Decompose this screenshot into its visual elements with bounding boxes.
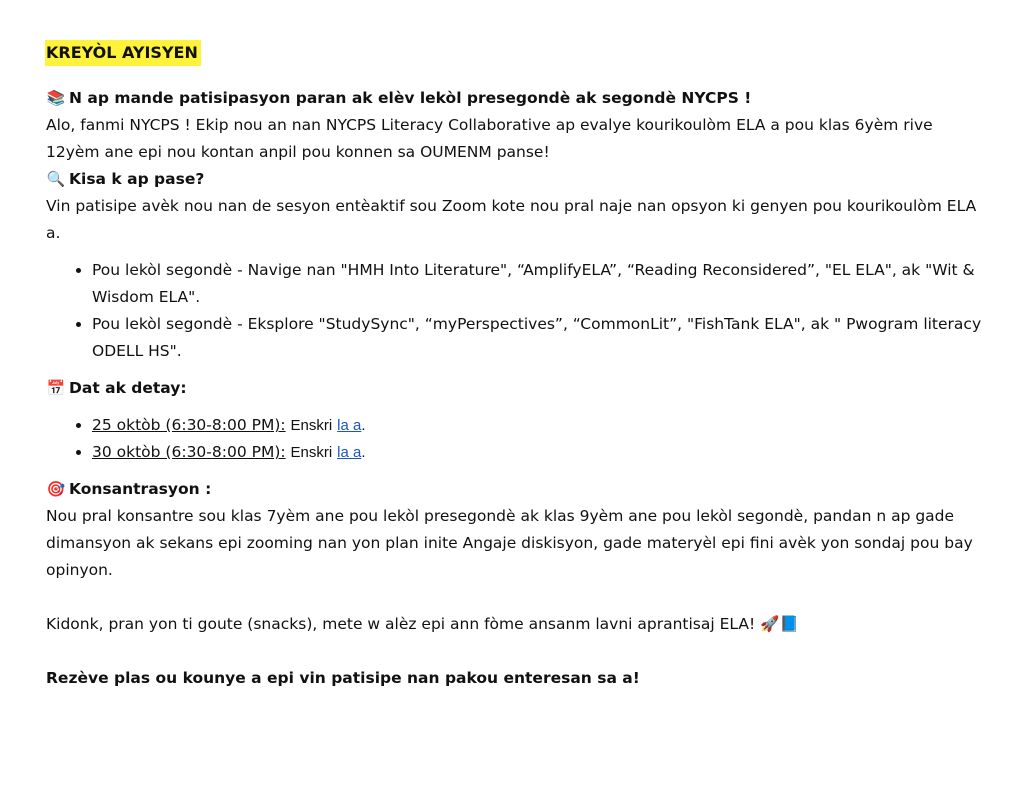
spacer: [46, 638, 986, 665]
document-page: [46, 40, 986, 692]
focus-heading-line: [46, 476, 986, 503]
spacer: [46, 584, 986, 611]
register-text: Enskri: [290, 417, 333, 434]
dates-list: [46, 412, 986, 466]
target-icon: 🎯: [46, 480, 66, 498]
focus-body: Nou pral konsantre sou klas 7yèm ane pou lekòl presegondè ak klas 9yèm ane pou lekòl segondè, pandan n ap gade dimansyon ak sekans epi zooming nan yon plan inite Angaje diskisyon, gade materyèl epi fini avèk yon sondaj pou bay opinyon.: [46, 507, 973, 579]
what-heading: Kisa k ap pase?: [69, 170, 205, 188]
list-item: [92, 412, 986, 439]
curriculum-list: [46, 257, 986, 365]
intro-heading-line: [46, 85, 986, 112]
period: .: [361, 444, 366, 461]
session-date: 25 oktòb (6:30-8:00 PM):: [92, 416, 286, 434]
period: .: [361, 417, 366, 434]
intro-heading: N ap mande patisipasyon paran ak elèv lekòl presegondè ak segondè NYCPS !: [69, 89, 752, 107]
register-text: Enskri: [290, 444, 333, 461]
books-icon: 📚: [46, 89, 66, 107]
list-item: • Pou lekòl segondè - Navige nan "HMH Into Literature", “AmplifyELA”, “Reading Reconsidered”, "EL ELA", ak "Wit & Wisdom ELA".: [92, 257, 986, 311]
magnifier-icon: 🔍: [46, 170, 66, 188]
closing-text: Kidonk, pran yon ti goute (snacks), mete w alèz epi ann fòme ansanm lavni aprantisaj ELA!: [46, 615, 756, 633]
what-heading-line: [46, 166, 986, 193]
dates-heading-line: [46, 375, 986, 402]
register-link[interactable]: la a: [337, 444, 362, 461]
session-date: 30 oktòb (6:30-8:00 PM):: [92, 443, 286, 461]
register-link[interactable]: la a: [337, 417, 362, 434]
list-item: • Pou lekòl segondè - Eksplore "StudySync", “myPerspectives”, “CommonLit”, "FishTank ELA", ak " Pwogram literacy ODELL HS".: [92, 311, 986, 365]
dates-heading: Dat ak detay:: [69, 379, 187, 397]
rocket-book-icons: 🚀📘: [760, 615, 799, 633]
call-to-action: Rezève plas ou kounye a epi vin patisipe nan pakou enteresan sa a!: [46, 669, 640, 687]
focus-heading: Konsantrasyon :: [69, 480, 212, 498]
list-item: [92, 439, 986, 466]
calendar-icon: 📅: [46, 379, 66, 397]
intro-body: Alo, fanmi NYCPS ! Ekip nou an nan NYCPS Literacy Collaborative ap evalye kourikoulòm ELA a pou klas 6yèm rive 12yèm ane epi nou kontan anpil pou konnen sa OUMENM panse!: [46, 116, 933, 161]
what-body: Vin patisipe avèk nou nan de sesyon entèaktif sou Zoom kote nou pral naje nan opsyon ki genyen pou kourikoulòm ELA a.: [46, 197, 977, 242]
page-title: KREYÒL AYISYEN: [45, 40, 201, 66]
closing-line: [46, 611, 986, 638]
